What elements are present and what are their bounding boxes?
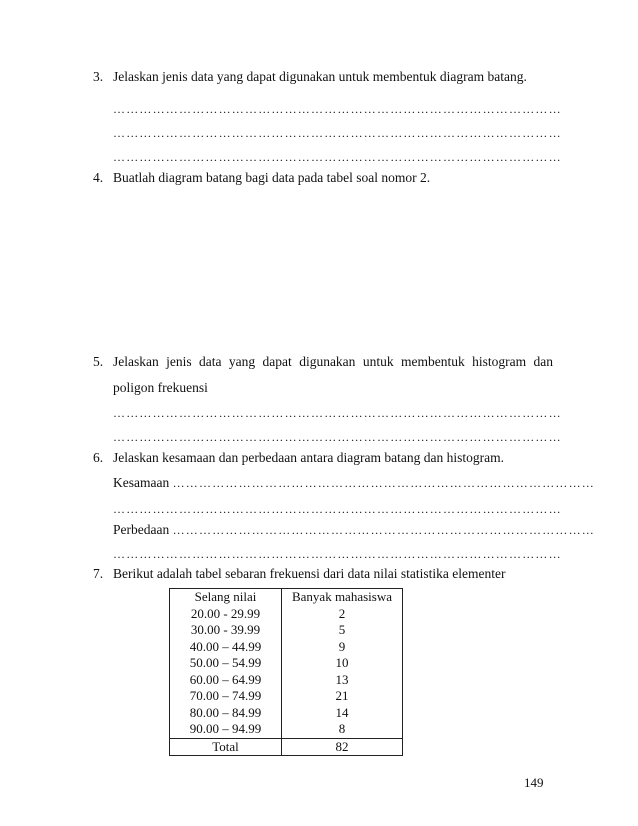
cell-interval: 70.00 – 74.99 (170, 688, 282, 705)
q6-answer-line-1: ………………………………………………………………………………………… (113, 502, 562, 516)
cell-interval: 80.00 – 84.99 (170, 705, 282, 722)
perbedaan-fill: …………………………………………………………………………………… (172, 523, 596, 537)
cell-count: 9 (282, 639, 403, 656)
cell-interval: 30.00 - 39.99 (170, 622, 282, 639)
table-row (170, 622, 403, 639)
table-header-row (170, 589, 403, 606)
cell-interval: 90.00 – 94.99 (170, 721, 282, 738)
table-row (170, 721, 403, 738)
kesamaan-fill: …………………………………………………………………………………… (172, 476, 596, 490)
question-7-number: 7. (93, 566, 104, 581)
cell-count: 21 (282, 688, 403, 705)
q3-answer-line-2: ………………………………………………………………………………………… (113, 126, 562, 140)
header-banyak-mahasiswa: Banyak mahasiswa (282, 589, 403, 606)
header-selang-nilai: Selang nilai (170, 589, 282, 606)
q5-answer-line-1: ………………………………………………………………………………………… (113, 406, 562, 420)
cell-count: 5 (282, 622, 403, 639)
question-6-text: Jelaskan kesamaan dan perbedaan antara diagram batang dan histogram. (113, 450, 504, 465)
cell-interval: 60.00 – 64.99 (170, 672, 282, 689)
q5-answer-line-2: ………………………………………………………………………………………… (113, 430, 562, 444)
q3-answer-line-3: ………………………………………………………………………………………… (113, 150, 562, 164)
cell-interval: 20.00 - 29.99 (170, 606, 282, 623)
table-row (170, 672, 403, 689)
table-row (170, 655, 403, 672)
cell-count: 13 (282, 672, 403, 689)
question-4-number: 4. (93, 170, 104, 185)
question-5-text-line-2: poligon frekuensi (113, 380, 208, 395)
question-3-number: 3. (93, 69, 104, 84)
table-row (170, 705, 403, 722)
kesamaan-label: Kesamaan (113, 475, 170, 490)
question-3-text: Jelaskan jenis data yang dapat digunakan untuk membentuk diagram batang. (113, 69, 527, 84)
table-row (170, 688, 403, 705)
total-value: 82 (282, 738, 403, 756)
kesamaan-line (113, 474, 596, 492)
perbedaan-label: Perbedaan (113, 522, 170, 537)
cell-interval: 40.00 – 44.99 (170, 639, 282, 656)
cell-count: 10 (282, 655, 403, 672)
q3-answer-line-1: ………………………………………………………………………………………… (113, 102, 562, 116)
perbedaan-line (113, 521, 596, 539)
table-row (170, 606, 403, 623)
question-4-text: Buatlah diagram batang bagi data pada tabel soal nomor 2. (113, 170, 431, 185)
cell-count: 2 (282, 606, 403, 623)
cell-interval: 50.00 – 54.99 (170, 655, 282, 672)
table-total-row (170, 738, 403, 756)
page-number: 149 (524, 775, 544, 790)
cell-count: 8 (282, 721, 403, 738)
question-5-text-line-1: Jelaskan jenis data yang dapat digunakan untuk membentuk histogram dan (113, 354, 553, 369)
frequency-table (169, 588, 403, 756)
question-6-number: 6. (93, 450, 104, 465)
question-5-number: 5. (93, 354, 104, 369)
question-7-text: Berikut adalah tabel sebaran frekuensi dari data nilai statistika elementer (113, 566, 506, 581)
total-label: Total (170, 738, 282, 756)
cell-count: 14 (282, 705, 403, 722)
q6-answer-line-2: ………………………………………………………………………………………… (113, 547, 562, 561)
table-row (170, 639, 403, 656)
